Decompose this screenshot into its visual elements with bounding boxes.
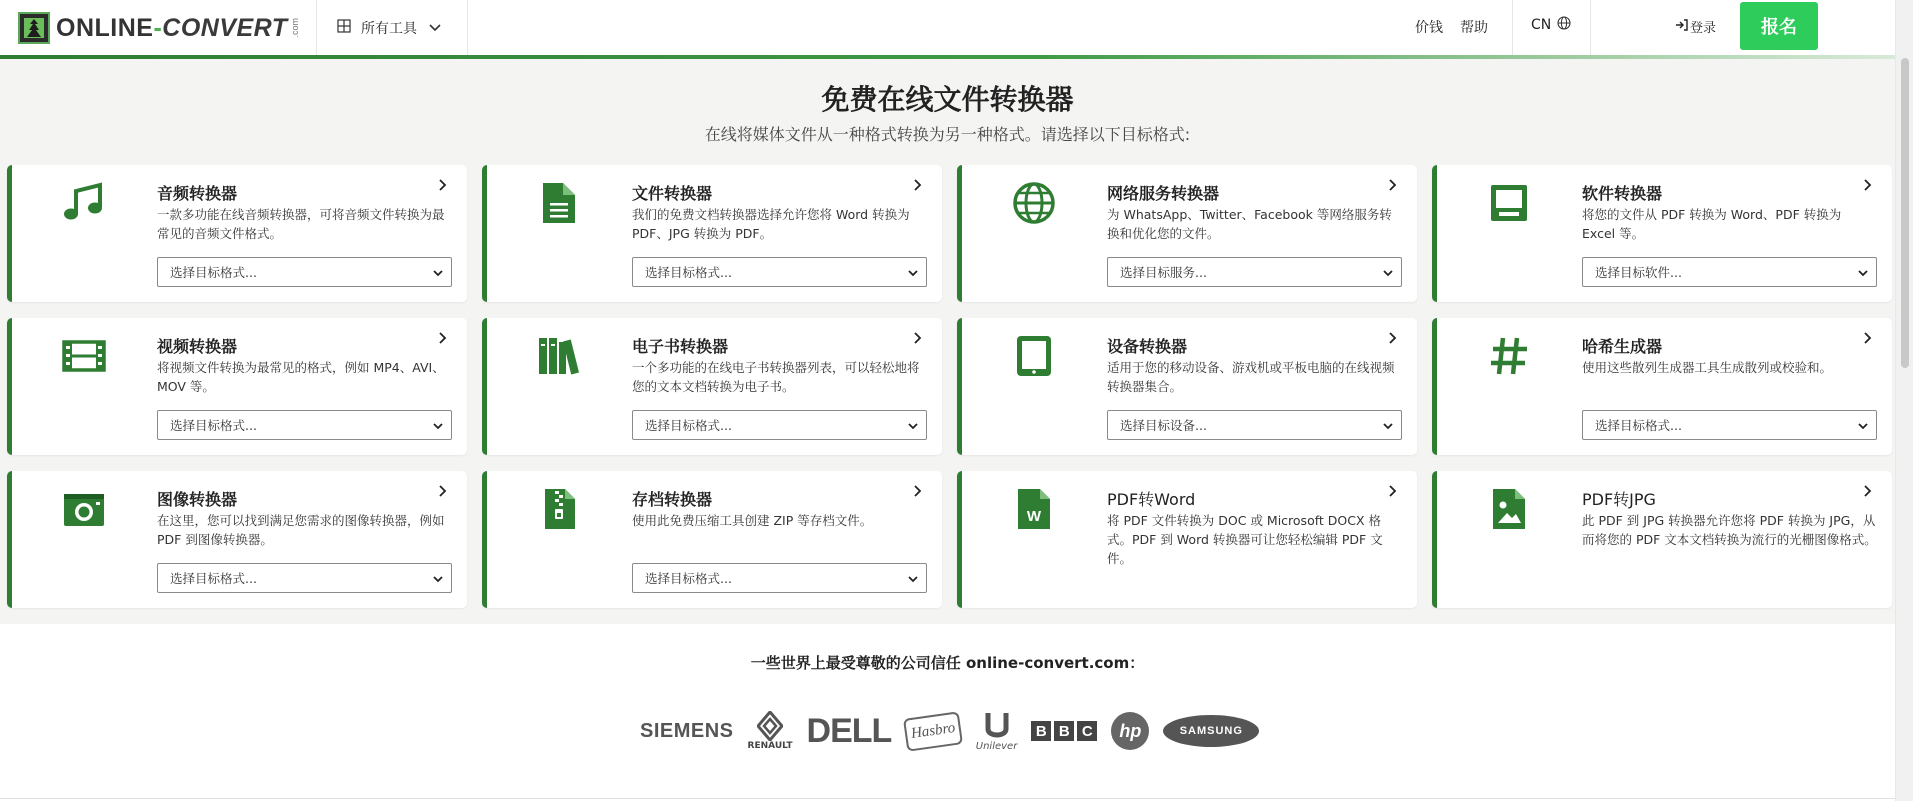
login-label: 登录: [1690, 21, 1717, 36]
card-title: 音频转换器: [157, 184, 238, 203]
card-title: 图像转换器: [157, 490, 238, 509]
target-format-select[interactable]: [157, 563, 452, 593]
siemens-logo: SIEMENS: [640, 719, 734, 742]
chevron-right-icon: [1862, 483, 1874, 499]
header-accent-bar: [0, 55, 1895, 59]
select-placeholder: 选择目标软件...: [1595, 265, 1682, 280]
renault-wordmark: RENAULT: [747, 741, 793, 751]
select-placeholder: 选择目标格式...: [170, 418, 257, 433]
card-title: PDF转Word: [1107, 490, 1196, 509]
chevron-down-icon: [1383, 265, 1393, 280]
trusted-by-title: 一些世界上最受尊敬的公司信任 online-convert.com：: [750, 654, 1145, 672]
target-software-select[interactable]: [1582, 257, 1877, 287]
word-file-icon: [1010, 485, 1058, 533]
login-link[interactable]: [1675, 17, 1716, 36]
card-title: 设备转换器: [1107, 337, 1188, 356]
chevron-down-icon: [1858, 265, 1868, 280]
tablet-icon: [1010, 332, 1058, 380]
hash-icon: [1485, 332, 1533, 380]
logo-convert: CONVERT: [162, 13, 288, 42]
card-description: 适用于您的移动设备、游戏机或平板电脑的在线视频转换器集合。: [1107, 360, 1395, 394]
company-logos: [640, 706, 1259, 756]
header-divider: [467, 0, 468, 55]
select-placeholder: 选择目标格式...: [170, 571, 257, 586]
select-placeholder: 选择目标格式...: [170, 265, 257, 280]
card-description: 将视频文件转换为最常见的格式，例如 MP4、AVI、MOV 等。: [157, 360, 445, 394]
converter-card-image[interactable]: [7, 471, 467, 608]
target-format-select[interactable]: [1582, 410, 1877, 440]
grid-icon: [337, 19, 351, 37]
svg-text:W: W: [1026, 508, 1042, 525]
chevron-down-icon: [433, 265, 443, 280]
login-arrow-icon: [1675, 19, 1688, 35]
select-placeholder: 选择目标格式...: [645, 265, 732, 280]
converter-card-archive[interactable]: [482, 471, 942, 608]
card-title: 视频转换器: [157, 337, 238, 356]
select-placeholder: 选择目标格式...: [645, 571, 732, 586]
card-title: 哈希生成器: [1582, 337, 1663, 356]
chevron-down-icon: [908, 418, 918, 433]
card-description: 我们的免费文档转换器选择允许您将 Word 转换为 PDF、JPG 转换为 PDF。: [632, 207, 910, 241]
camera-icon: [60, 485, 108, 533]
music-note-icon: [60, 179, 108, 227]
bbc-logo: [1031, 721, 1097, 741]
hasbro-logo: Hasbro: [903, 711, 963, 752]
monitor-icon: [1485, 179, 1533, 227]
converter-card-document[interactable]: [482, 165, 942, 302]
logo-dash: -: [153, 13, 163, 42]
select-placeholder: 选择目标设备...: [1120, 418, 1207, 433]
logo-com: .com: [289, 18, 300, 38]
converter-card-webservice[interactable]: [957, 165, 1417, 302]
chevron-down-icon: [908, 571, 918, 586]
language-label: CN: [1531, 17, 1552, 33]
chevron-down-icon: [1858, 418, 1868, 433]
card-title: 文件转换器: [632, 184, 713, 203]
chevron-right-icon: [1862, 177, 1874, 193]
logo-wordmark: [56, 14, 288, 43]
books-icon: [535, 332, 583, 380]
converter-card-ebook[interactable]: [482, 318, 942, 455]
chevron-right-icon: [1387, 330, 1399, 346]
card-description: 此 PDF 到 JPG 转换器允许您将 PDF 转换为 JPG，从而将您的 PDF 文本文档转换为流行的光栅图像格式。: [1582, 513, 1877, 547]
target-format-select[interactable]: [157, 410, 452, 440]
unilever-logo: [976, 711, 1018, 752]
chevron-right-icon: [912, 330, 924, 346]
converter-card-pdf-to-jpg[interactable]: [1432, 471, 1892, 608]
all-tools-label: 所有工具: [361, 21, 417, 37]
card-title: 存档转换器: [632, 490, 713, 509]
card-description: 一款多功能在线音频转换器，可将音频文件转换为最常见的音频文件格式。: [157, 207, 445, 241]
bbc-letter-3: C: [1077, 721, 1097, 741]
samsung-logo: SAMSUNG: [1163, 715, 1259, 747]
card-description: 使用这些散列生成器工具生成散列或校验和。: [1582, 360, 1833, 375]
card-title: 软件转换器: [1582, 184, 1663, 203]
logo-mark-icon: [18, 12, 50, 44]
converter-card-pdf-to-word[interactable]: [957, 471, 1417, 608]
top-navbar: [0, 0, 1895, 56]
document-icon: [535, 179, 583, 227]
page-title: 免费在线文件转换器: [821, 83, 1074, 116]
chevron-right-icon: [912, 177, 924, 193]
bbc-letter-2: B: [1054, 721, 1074, 741]
card-description: 将您的文件从 PDF 转换为 Word、PDF 转换为 Excel 等。: [1582, 207, 1842, 241]
signup-button[interactable]: 报名: [1740, 2, 1818, 50]
converter-card-audio[interactable]: [7, 165, 467, 302]
converter-card-hash[interactable]: [1432, 318, 1892, 455]
help-link[interactable]: 帮助: [1460, 20, 1488, 36]
header-divider: [1590, 0, 1591, 55]
dell-logo: DELL: [806, 711, 892, 750]
zip-file-icon: [535, 485, 583, 533]
globe-small-icon: [1557, 16, 1571, 34]
target-service-select[interactable]: [1107, 257, 1402, 287]
image-file-icon: [1485, 485, 1533, 533]
pricing-link[interactable]: 价钱: [1415, 20, 1443, 36]
chevron-right-icon: [1387, 177, 1399, 193]
globe-icon: [1010, 179, 1058, 227]
logo-online: ONLINE: [56, 13, 154, 42]
target-format-select[interactable]: [157, 257, 452, 287]
header-divider: [1512, 0, 1513, 55]
trusted-by-section: [0, 624, 1895, 801]
select-placeholder: 选择目标服务...: [1120, 265, 1207, 280]
converter-card-software[interactable]: [1432, 165, 1892, 302]
renault-logo: [748, 711, 793, 751]
page-scrollbar[interactable]: [1895, 0, 1913, 801]
select-placeholder: 选择目标格式...: [1595, 418, 1682, 433]
chevron-down-icon: [433, 571, 443, 586]
page-subtitle: 在线将媒体文件从一种格式转换为另一种格式。请选择以下目标格式:: [704, 125, 1191, 144]
scrollbar-thumb[interactable]: [1901, 58, 1909, 368]
header-divider: [316, 0, 317, 55]
chevron-right-icon: [912, 483, 924, 499]
card-description: 将 PDF 文件转换为 DOC 或 Microsoft DOCX 格式。PDF 到 Word 转换器可让您轻松编辑 PDF 文件。: [1107, 513, 1383, 566]
footer-divider: [0, 798, 1895, 799]
chevron-right-icon: [437, 330, 449, 346]
target-format-select[interactable]: [632, 257, 927, 287]
all-tools-menu[interactable]: [337, 14, 441, 42]
target-device-select[interactable]: [1107, 410, 1402, 440]
site-logo[interactable]: [18, 12, 300, 44]
card-title: 电子书转换器: [632, 337, 729, 356]
chevron-down-icon: [429, 20, 441, 36]
card-title: 网络服务转换器: [1107, 184, 1220, 203]
converter-card-device[interactable]: [957, 318, 1417, 455]
chevron-right-icon: [1387, 483, 1399, 499]
card-description: 一个多功能的在线电子书转换器列表，可以轻松地将您的文本文档转换为电子书。: [632, 360, 920, 394]
target-format-select[interactable]: [632, 410, 927, 440]
film-icon: [60, 332, 108, 380]
chevron-down-icon: [433, 418, 443, 433]
language-selector[interactable]: [1531, 16, 1571, 34]
chevron-right-icon: [1862, 330, 1874, 346]
chevron-down-icon: [908, 265, 918, 280]
chevron-right-icon: [437, 483, 449, 499]
unilever-wordmark: Unilever: [975, 740, 1018, 752]
bbc-letter-1: B: [1031, 721, 1051, 741]
select-placeholder: 选择目标格式...: [645, 418, 732, 433]
chevron-right-icon: [437, 177, 449, 193]
chevron-down-icon: [1383, 418, 1393, 433]
card-description: 在这里，您可以找到满足您需求的图像转换器，例如 PDF 到图像转换器。: [157, 513, 445, 547]
card-description: 使用此免费压缩工具创建 ZIP 等存档文件。: [632, 513, 873, 528]
target-format-select[interactable]: [632, 563, 927, 593]
card-title: PDF转JPG: [1582, 490, 1656, 509]
card-description: 为 WhatsApp、Twitter、Facebook 等网络服务转换和优化您的文件。: [1107, 207, 1392, 241]
converter-card-video[interactable]: [7, 318, 467, 455]
hp-logo: hp: [1111, 712, 1149, 750]
